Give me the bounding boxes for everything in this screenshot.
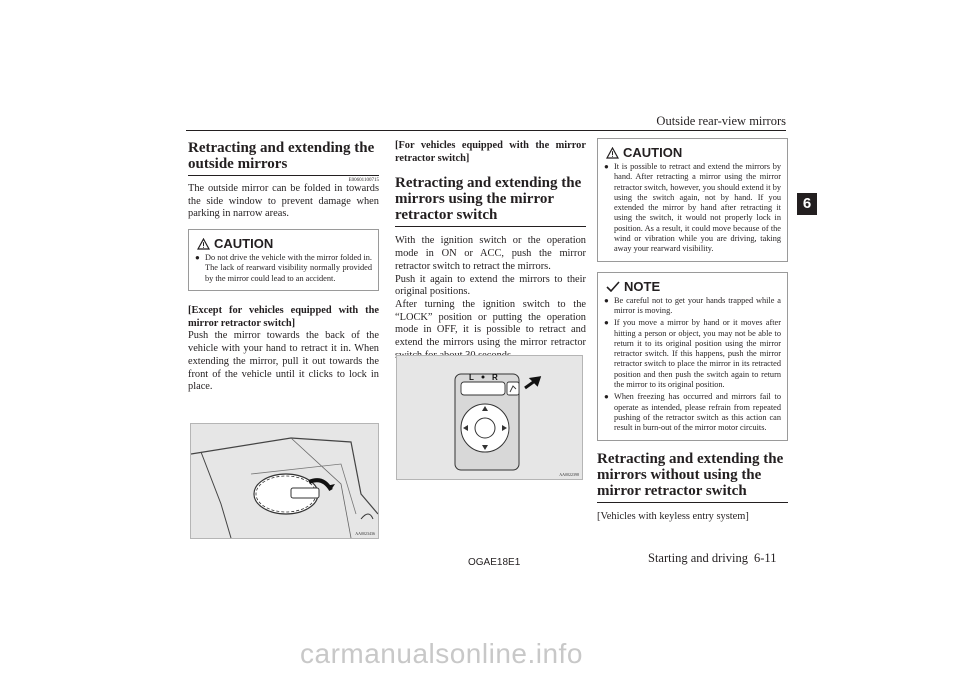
- warning-triangle-icon: [197, 238, 210, 250]
- mirror-fold-illustration: [190, 423, 379, 539]
- column-1: [188, 140, 379, 394]
- note-box: [597, 272, 788, 441]
- footer-section-title: Starting and driving: [648, 551, 748, 565]
- header-rule: [186, 130, 786, 131]
- intro-paragraph: The outside mirror can be folded in towards the side window to prevent damage when parking in narrow areas.: [188, 183, 379, 220]
- paragraph-1: With the ignition switch or the operation mode in ON or ACC, push the mirror retractor switch to retract the mirrors.: [395, 235, 586, 272]
- section-heading: Retracting and extending the outside mirrors: [188, 140, 379, 176]
- document-code: OGAE18E1: [468, 557, 521, 568]
- column-3: [597, 138, 788, 523]
- section-heading: Retracting and extending the mirrors without using the mirror retractor switch: [597, 451, 788, 503]
- bullet-icon: ●: [195, 253, 200, 263]
- caution-item: ● Do not drive the vehicle with the mirror folded in. The lack of rearward visibility normally provided by the mirror could lead to an accident.: [195, 253, 372, 283]
- caution-item: ● It is possible to retract and extend the mirrors by hand. After retracting a mirror using the mirror retractor switch, however, you should extend it by using the switch again, not by hand. If you extended the mirror by hand after retracting it using the switch, it would not properly lock in position. As a result, it could move because of the wind or vibration while you are driving, taking away your rearward visibility.: [604, 162, 781, 254]
- note-item: ● When freezing has occurred and mirrors fail to operate as intended, please refrain from repeated pushing of the retractor switch as this action can result in burn-out of the mirror motor circuits.: [604, 392, 781, 433]
- bullet-icon: ●: [604, 318, 609, 328]
- note-item: ● Be careful not to get your hands trapped while a mirror is moving.: [604, 295, 781, 315]
- mirror-switch-drawing: [397, 356, 582, 479]
- paragraph-3: After turning the ignition switch to the “LOCK” position or putting the operation mode in OFF, it is possible to retract and extend the mirrors using the mirror retractor: [395, 298, 586, 349]
- car-door-mirror-drawing: [191, 424, 378, 538]
- note-item: ● If you move a mirror by hand or it moves after hitting a person or object, you may not be able to return it to its original position using the mirror retractor switch. If this happens, push the mirror retractor switch to place the mirror in its retracted position and then push the switch again to return the mirror to its original position.: [604, 318, 781, 390]
- subheading: [Vehicles with keyless entry system]: [597, 510, 749, 522]
- mirror-switch-illustration: [396, 355, 583, 480]
- caution-title: CAUTION: [195, 236, 372, 251]
- switch-label-r: R: [492, 373, 498, 382]
- subheading: [Except for vehicles equipped with the mirror retractor switch]: [188, 305, 379, 329]
- subheading: [For vehicles equipped with the mirror retractor switch]: [395, 140, 586, 164]
- caution-box: [597, 138, 788, 262]
- bullet-icon: ●: [604, 295, 609, 305]
- column-2: [395, 140, 586, 362]
- section-code: E00601100715: [348, 178, 379, 183]
- caution-box: [188, 229, 379, 291]
- bullet-icon: ●: [604, 392, 609, 402]
- note-pen-icon: [606, 281, 620, 292]
- section-heading: Retracting and extending the mirrors using the mirror retractor switch: [395, 175, 586, 227]
- switch-label-l: L: [469, 373, 474, 382]
- body-paragraph: Push the mirror towards the back of the vehicle with your hand to retract it in. When extending the mirror, pull it out towards the front of the vehicle until it clicks to lock in place.: [188, 330, 379, 393]
- watermark: carmanualsonline.info: [300, 638, 583, 669]
- paragraph-2: Push it again to extend the mirrors to their original positions.: [395, 273, 586, 298]
- caution-title: CAUTION: [604, 145, 781, 160]
- image-code: AA0022398: [559, 472, 579, 477]
- note-title: NOTE: [604, 279, 781, 294]
- page-number: 6-11: [754, 551, 777, 565]
- bullet-icon: ●: [604, 162, 609, 171]
- section-tab: 6: [797, 193, 817, 215]
- image-code: AA0023436: [355, 531, 375, 536]
- warning-triangle-icon: [606, 147, 619, 159]
- running-header: Outside rear-view mirrors: [656, 114, 786, 128]
